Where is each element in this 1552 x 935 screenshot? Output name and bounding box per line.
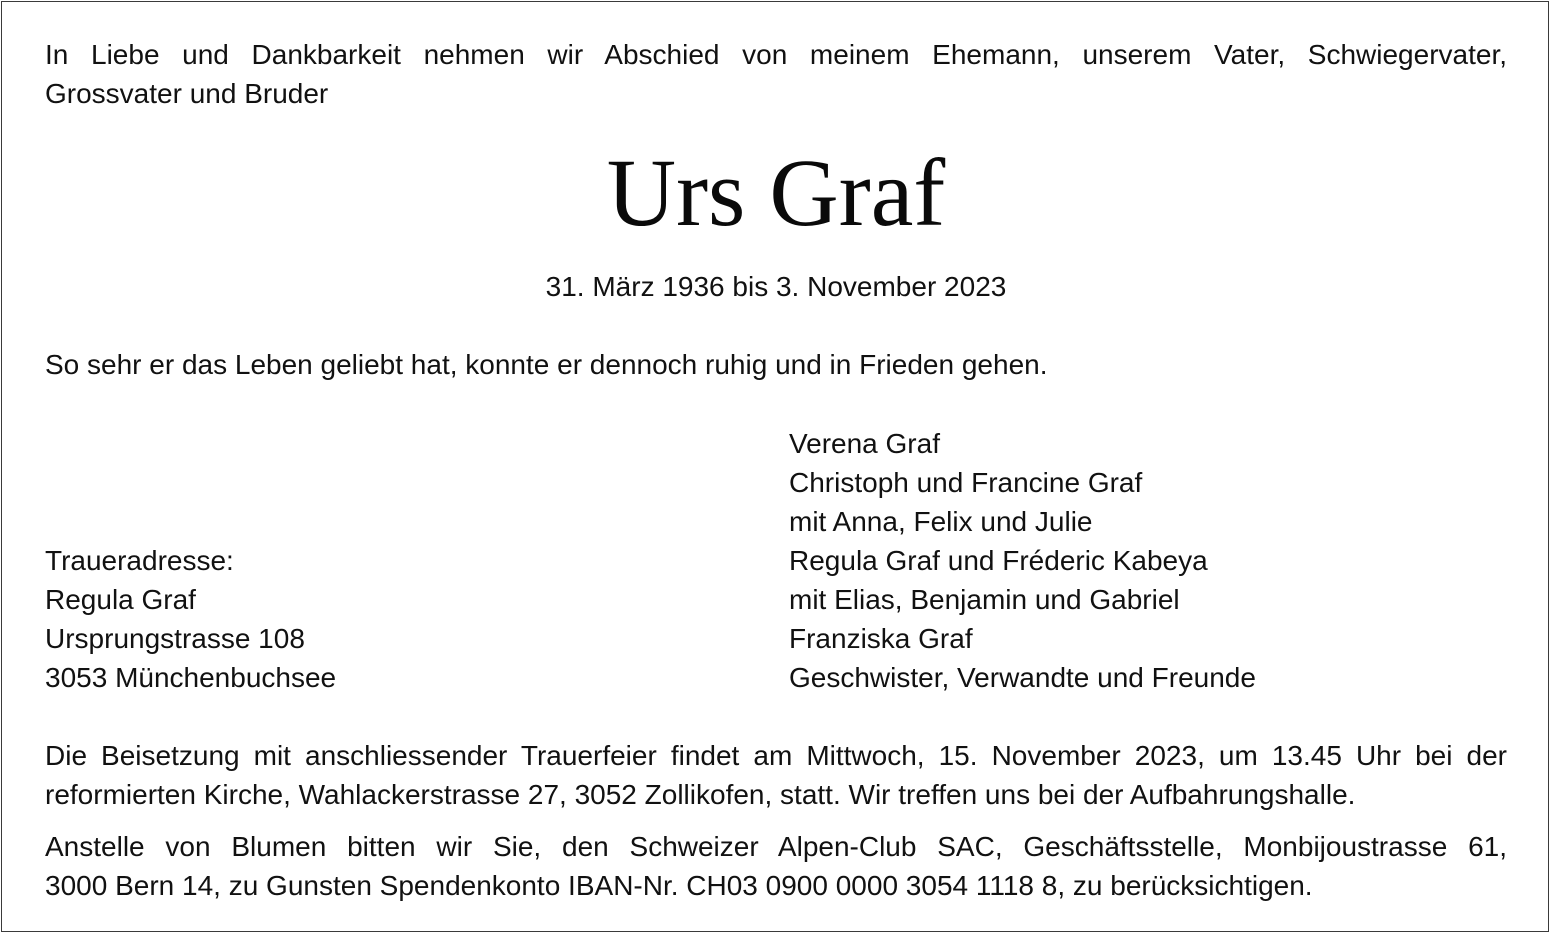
deceased-name: Urs Graf — [606, 139, 946, 246]
quote-text: So sehr er das Leben geliebt hat, konnte er dennoch ruhig und in Frieden gehen. — [45, 349, 1048, 380]
mourner-entry: Verena Graf — [789, 428, 940, 459]
life-dates: 31. März 1936 bis 3. November 2023 — [545, 271, 1007, 302]
donation-line-2: 3000 Bern 14, zu Gunsten Spendenkonto IBAN-Nr. CH03 0900 0000 3054 1118 8, zu berücksichtigen. — [45, 870, 1313, 901]
mourner-entry: Franziska Graf — [789, 623, 973, 654]
mourner-entry: Christoph und Francine Graf — [789, 467, 1143, 498]
address-city: 3053 Münchenbuchsee — [45, 662, 337, 693]
donation-info — [45, 827, 1507, 905]
intro-text — [45, 35, 1507, 113]
burial-info — [45, 736, 1507, 814]
intro-line-1: In Liebe und Dankbarkeit nehmen wir Abschied von meinem Ehemann, unserem Vater, Schwiegervater, — [45, 39, 1507, 70]
intro-line-2: Grossvater und Bruder — [45, 78, 329, 109]
address-label: Traueradresse: — [45, 545, 234, 576]
address-name: Regula Graf — [45, 584, 196, 615]
donation-line-1: Anstelle von Blumen bitten wir Sie, den Schweizer Alpen-Club SAC, Geschäftsstelle, Monbijoustrasse 61, — [45, 831, 1507, 862]
mourner-entry: mit Anna, Felix und Julie — [789, 506, 1093, 537]
burial-line-1: Die Beisetzung mit anschliessender Trauerfeier findet am Mittwoch, 15. November 2023, um 13.45 Uhr bei der — [45, 740, 1507, 771]
mourner-entry: Geschwister, Verwandte und Freunde — [789, 662, 1256, 693]
mourning-address — [45, 541, 336, 697]
burial-line-2: reformierten Kirche, Wahlackerstrasse 27, 3052 Zollikofen, statt. Wir treffen uns bei der Aufbahrungshalle. — [45, 779, 1356, 810]
mourners-list — [789, 424, 1256, 697]
address-street: Ursprungstrasse 108 — [45, 623, 305, 654]
mourner-entry: mit Elias, Benjamin und Gabriel — [789, 584, 1180, 615]
mourner-entry: Regula Graf und Fréderic Kabeya — [789, 545, 1208, 576]
